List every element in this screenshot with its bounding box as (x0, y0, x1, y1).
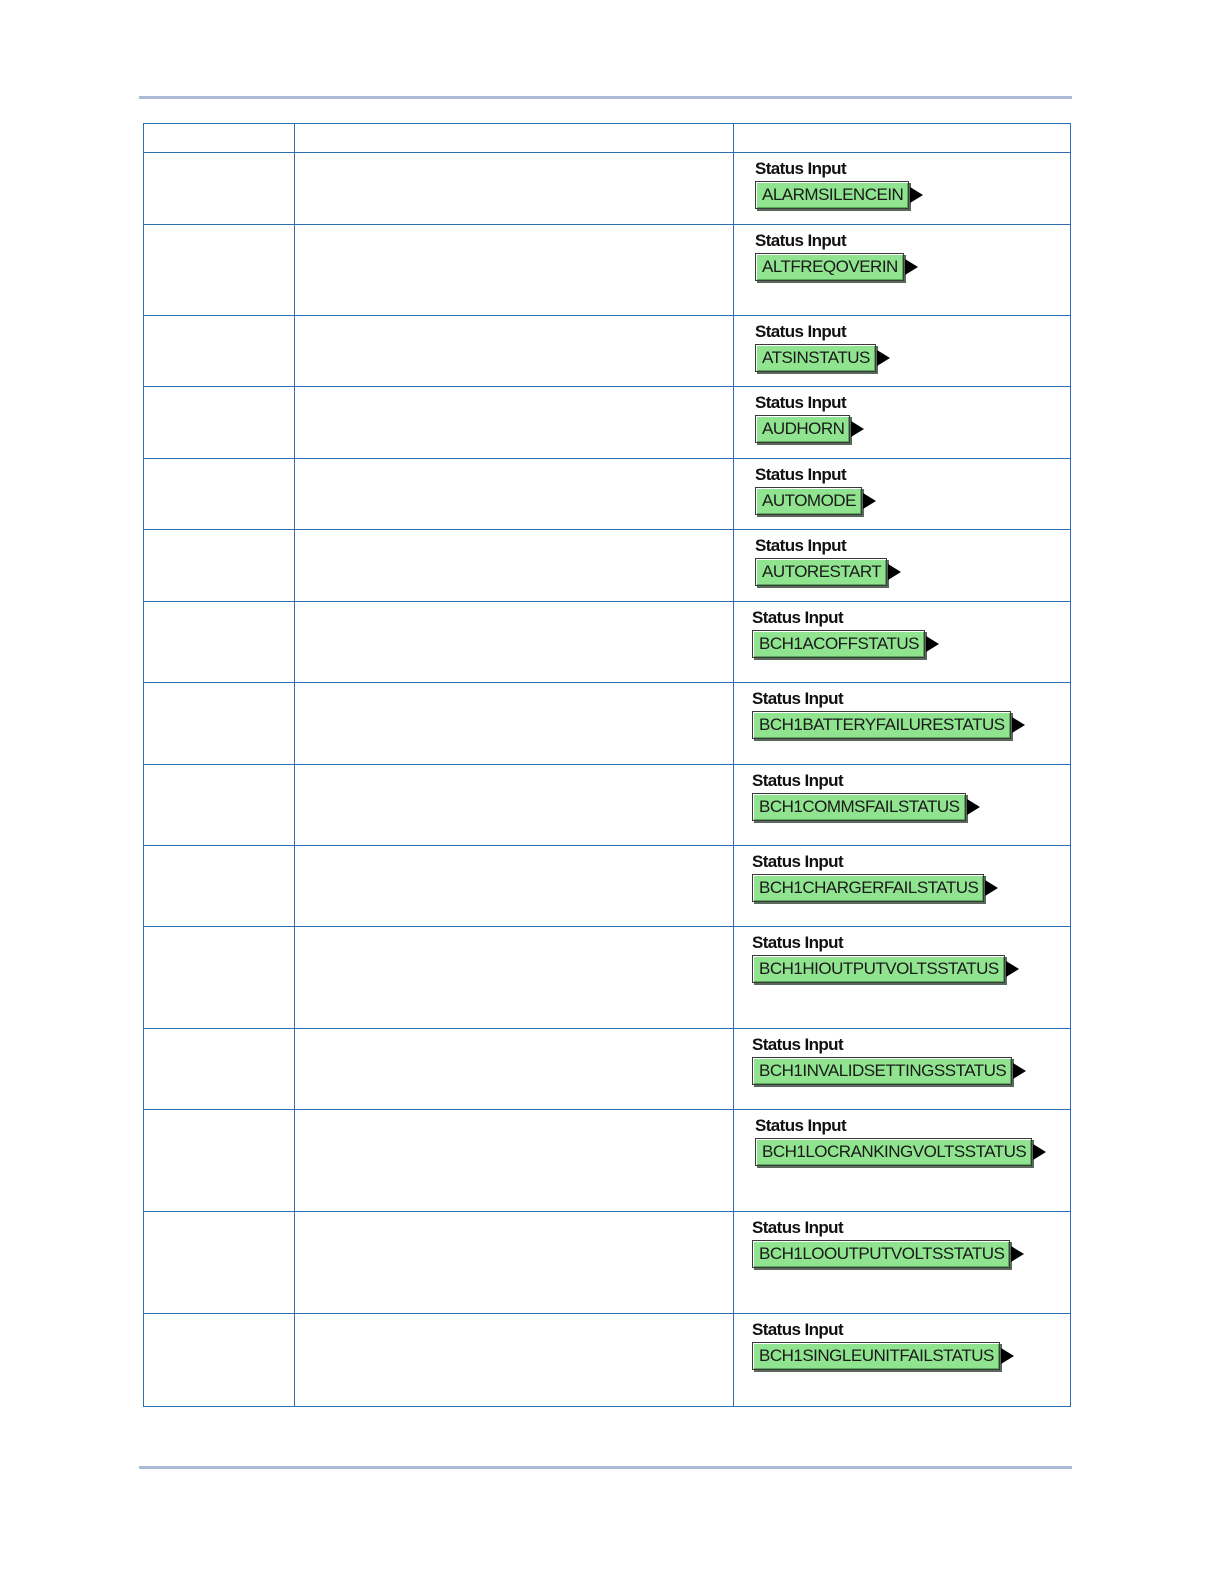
block-label: AUDHORN (755, 415, 850, 443)
block-label: AUTORESTART (755, 558, 887, 586)
block-title: Status Input (752, 608, 844, 627)
logic-block-cell (734, 153, 1071, 225)
block-title: Status Input (752, 689, 844, 708)
status-input-block (752, 608, 939, 658)
block-title: Status Input (755, 231, 847, 250)
block-label: BCH1ACOFFSTATUS (752, 630, 925, 658)
block-title: Status Input (752, 1320, 844, 1339)
logic-block-cell (734, 1029, 1071, 1110)
status-input-block (755, 465, 876, 515)
status-input-block (752, 852, 998, 902)
table-row (144, 1314, 1071, 1407)
block-title: Status Input (752, 1035, 844, 1054)
table-row (144, 765, 1071, 846)
table-row (144, 683, 1071, 765)
logic-block-cell (734, 846, 1071, 927)
header-cell-name (144, 124, 295, 153)
block-label: ALARMSILENCEIN (755, 181, 909, 209)
name-cell (144, 765, 295, 846)
table-row (144, 927, 1071, 1029)
block-label: BCH1LOOUTPUTVOLTSSTATUS (752, 1240, 1010, 1268)
block-title: Status Input (755, 159, 847, 178)
block-label: ALTFREQOVERIN (755, 253, 904, 281)
name-cell (144, 530, 295, 602)
table-row (144, 602, 1071, 683)
status-input-block (755, 536, 901, 586)
logic-block-cell (734, 927, 1071, 1029)
status-input-block (755, 1116, 1046, 1166)
output-arrow-icon (863, 493, 876, 509)
status-input-block (755, 393, 864, 443)
output-arrow-icon (926, 636, 939, 652)
block-title: Status Input (755, 536, 847, 555)
description-cell (295, 1029, 734, 1110)
output-arrow-icon (877, 350, 890, 366)
block-label: BCH1SINGLEUNITFAILSTATUS (752, 1342, 1000, 1370)
logic-block-cell (734, 459, 1071, 530)
output-arrow-icon (967, 799, 980, 815)
description-cell (295, 765, 734, 846)
output-arrow-icon (1033, 1144, 1046, 1160)
name-cell (144, 387, 295, 459)
output-arrow-icon (910, 187, 923, 203)
table-row (144, 1110, 1071, 1212)
block-title: Status Input (752, 852, 844, 871)
name-cell (144, 683, 295, 765)
status-input-block (755, 159, 923, 209)
output-arrow-icon (888, 564, 901, 580)
block-label: BCH1INVALIDSETTINGSSTATUS (752, 1057, 1012, 1085)
logic-block-cell (734, 683, 1071, 765)
status-input-block (755, 322, 890, 372)
name-cell (144, 1314, 295, 1407)
status-input-block (752, 933, 1019, 983)
description-cell (295, 683, 734, 765)
block-title: Status Input (755, 322, 847, 341)
logic-block-cell (734, 1110, 1071, 1212)
block-title: Status Input (752, 1218, 844, 1237)
footer-rule (139, 1466, 1072, 1469)
status-input-block (752, 1218, 1024, 1268)
block-label: BCH1LOCRANKINGVOLTSSTATUS (755, 1138, 1032, 1166)
block-label: BCH1CHARGERFAILSTATUS (752, 874, 984, 902)
table-row (144, 1029, 1071, 1110)
block-label: ATSINSTATUS (755, 344, 876, 372)
table-row (144, 387, 1071, 459)
table-row (144, 316, 1071, 387)
name-cell (144, 459, 295, 530)
description-cell (295, 530, 734, 602)
description-cell (295, 1212, 734, 1314)
block-title: Status Input (752, 771, 844, 790)
output-arrow-icon (985, 880, 998, 896)
description-cell (295, 1314, 734, 1407)
output-arrow-icon (1001, 1348, 1014, 1364)
name-cell (144, 927, 295, 1029)
status-input-block (752, 1320, 1014, 1370)
status-input-block (752, 1035, 1026, 1085)
description-cell (295, 316, 734, 387)
table-header-row (144, 124, 1071, 153)
block-title: Status Input (755, 393, 847, 412)
logic-block-cell (734, 225, 1071, 316)
header-cell-description (295, 124, 734, 153)
output-arrow-icon (905, 259, 918, 275)
description-cell (295, 459, 734, 530)
description-cell (295, 602, 734, 683)
name-cell (144, 225, 295, 316)
block-title: Status Input (755, 1116, 847, 1135)
description-cell (295, 846, 734, 927)
name-cell (144, 153, 295, 225)
name-cell (144, 316, 295, 387)
logic-block-cell (734, 602, 1071, 683)
block-label: BCH1COMMSFAILSTATUS (752, 793, 966, 821)
name-cell (144, 1029, 295, 1110)
name-cell (144, 1110, 295, 1212)
status-input-block (752, 771, 980, 821)
logic-block-cell (734, 1212, 1071, 1314)
block-label: BCH1BATTERYFAILURESTATUS (752, 711, 1011, 739)
logic-block-cell (734, 530, 1071, 602)
name-cell (144, 602, 295, 683)
table-row (144, 846, 1071, 927)
table-row (144, 530, 1071, 602)
block-title: Status Input (752, 933, 844, 952)
table-row (144, 153, 1071, 225)
header-cell-block (734, 124, 1071, 153)
output-arrow-icon (1013, 1063, 1026, 1079)
description-cell (295, 1110, 734, 1212)
header-rule (139, 96, 1072, 99)
output-arrow-icon (1012, 717, 1025, 733)
logic-block-cell (734, 387, 1071, 459)
name-cell (144, 1212, 295, 1314)
logic-block-cell (734, 1314, 1071, 1407)
description-cell (295, 927, 734, 1029)
block-title: Status Input (755, 465, 847, 484)
status-input-block (755, 231, 918, 281)
table-row (144, 459, 1071, 530)
status-input-table (143, 123, 1071, 1407)
description-cell (295, 225, 734, 316)
table-row (144, 1212, 1071, 1314)
block-label: AUTOMODE (755, 487, 862, 515)
logic-block-cell (734, 765, 1071, 846)
table-row (144, 225, 1071, 316)
output-arrow-icon (851, 421, 864, 437)
output-arrow-icon (1011, 1246, 1024, 1262)
description-cell (295, 153, 734, 225)
name-cell (144, 846, 295, 927)
status-input-block (752, 689, 1025, 739)
block-label: BCH1HIOUTPUTVOLTSSTATUS (752, 955, 1005, 983)
output-arrow-icon (1006, 961, 1019, 977)
description-cell (295, 387, 734, 459)
logic-block-cell (734, 316, 1071, 387)
